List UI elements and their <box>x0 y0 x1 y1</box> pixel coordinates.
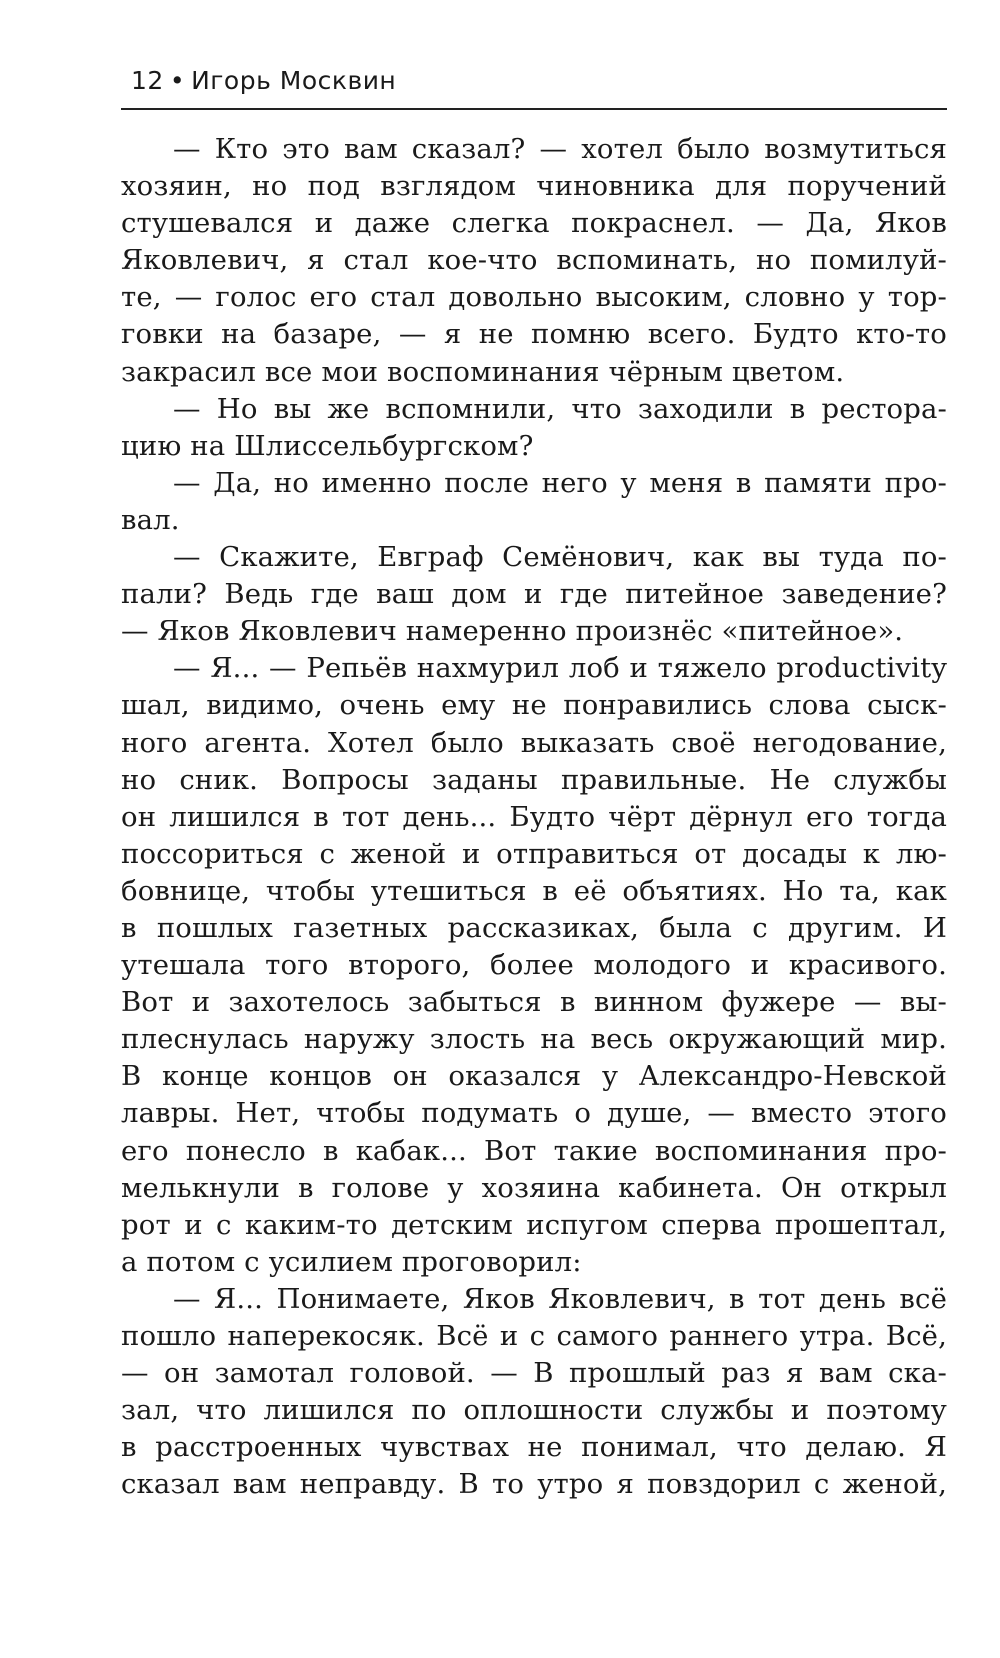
text-line: его понесло в кабак... Вот такие воспоминания про- <box>121 1134 947 1167</box>
running-head <box>131 66 396 96</box>
header-separator: • <box>169 66 186 95</box>
text-line: вал. <box>121 503 180 536</box>
text-line: сказал вам неправду. В то утро я повздорил с женой, <box>121 1468 947 1501</box>
author-name: Игорь Москвин <box>191 66 397 95</box>
text-line: Вот и захотелось забыться в винном фужере — вы- <box>121 986 947 1019</box>
text-line: стушевался и даже слегка покраснел. — Да, Яков <box>121 207 947 240</box>
text-line: — Я... — Репьёв нахмурил лоб и тяжело productivity <box>173 652 947 685</box>
text-line: цию на Шлиссельбургском? <box>121 429 534 462</box>
text-line: — Но вы же вспомнили, что заходили в рестора- <box>173 392 947 425</box>
text-line: пошло наперекосяк. Всё и с самого раннего утра. Всё, <box>121 1320 947 1352</box>
text-line: рот и с каким-то детским испугом сперва прошептал, <box>121 1208 947 1241</box>
text-line: утешала того второго, более молодого и красивого. <box>121 949 947 982</box>
text-line: мелькнули в голове у хозяина кабинета. Он открыл <box>121 1171 947 1204</box>
text-line: говки на базаре, — я не помню всего. Будто кто-то <box>121 318 947 351</box>
text-line: — Я... Понимаете, Яков Яковлевич, в тот день всё <box>173 1282 947 1315</box>
text-line: — Скажите, Евграф Семёнович, как вы туда по- <box>173 541 947 574</box>
header-rule <box>121 108 947 110</box>
text-line: в расстроенных чувствах не понимал, что делаю. Я <box>121 1431 947 1464</box>
text-line: — Яков Яковлевич намеренно произнёс «питейное». <box>121 615 904 648</box>
text-line: поссориться с женой и отправиться от досады к лю- <box>121 837 947 870</box>
text-line: а потом с усилием проговорил: <box>121 1245 582 1278</box>
text-line: плеснулась наружу злость на весь окружающий мир. <box>121 1023 947 1056</box>
text-line: — Кто это вам сказал? — хотел было возмутиться <box>173 133 947 165</box>
text-line: бовнице, чтобы утешиться в её объятиях. Но та, как <box>121 874 947 907</box>
text-line: в пошлых газетных рассказиках, была с другим. И <box>121 911 947 944</box>
text-line: он лишился в тот день... Будто чёрт дёрнул его тогда <box>121 800 947 833</box>
body-text <box>121 131 947 1503</box>
text-line: Яковлевич, я стал кое-что вспоминать, но помилуй- <box>121 244 947 277</box>
text-line: закрасил все мои воспоминания чёрным цветом. <box>121 355 845 388</box>
text-line: пали? Ведь где ваш дом и где питейное заведение? <box>121 578 947 611</box>
text-line: ного агента. Хотел было выказать своё негодование, <box>121 726 947 759</box>
text-line: — он замотал головой. — В прошлый раз я вам ска- <box>121 1357 947 1390</box>
text-line: те, — голос его стал довольно высоким, словно у тор- <box>121 281 947 314</box>
text-line: — Да, но именно после него у меня в памяти про- <box>173 466 947 499</box>
text-line: шал, видимо, очень ему не понравились слова сыск- <box>121 689 947 722</box>
text-line: В конце концов он оказался у Александро-Невской <box>121 1060 947 1093</box>
text-line: но сник. Вопросы заданы правильные. Не службы <box>121 763 947 796</box>
page-number: 12 <box>131 66 164 95</box>
text-line: лавры. Нет, чтобы подумать о душе, — вместо этого <box>121 1097 947 1130</box>
text-line: зал, что лишился по оплошности службы и поэтому <box>121 1394 947 1427</box>
text-line: хозяин, но под взглядом чиновника для поручений <box>121 170 947 203</box>
